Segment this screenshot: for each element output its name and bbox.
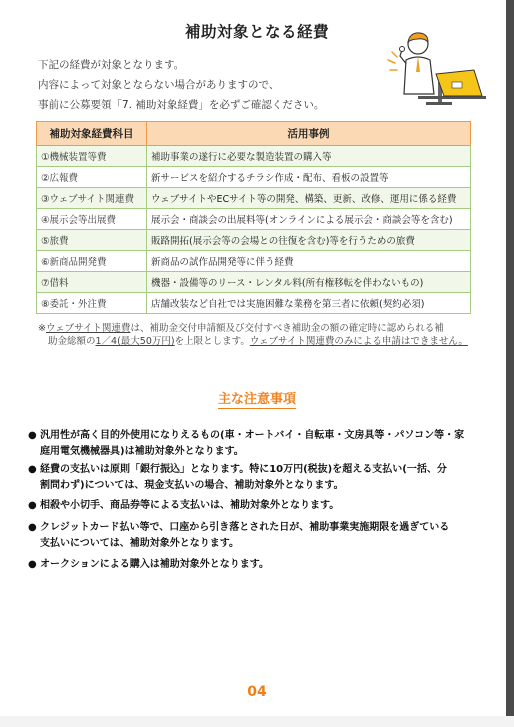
note-warning: ウェブサイト関連費のみによる申請はできません。 [249,336,468,347]
expense-example: 店舗改装など自社では実施困難な業務を第三者に依頼(契約必須) [147,293,471,314]
bullet-icon: ● [28,559,37,570]
bullet-icon: ● [28,430,37,441]
note-text-2: 助金総額の [48,336,96,347]
expense-example: 販路開拓(展示会等の会場との往復を含む)等を行うための旅費 [147,230,471,251]
table-header-example: 活用事例 [147,122,471,146]
notice-item [28,498,478,514]
expense-example: 新サービスを紹介するチラシ作成・配布、看板の設置等 [147,167,471,188]
expense-item: ⑦借料 [37,272,147,293]
table-row [37,251,471,272]
notice-item [28,520,478,552]
expense-example: 機器・設備等のリース・レンタル料(所有権移転を伴わないもの) [147,272,471,293]
expense-example: 新商品の試作品開発等に伴う経費 [147,251,471,272]
bottom-edge [0,716,514,727]
expense-item: ⑥新商品開発費 [37,251,147,272]
page-title: 補助対象となる経費 [184,23,329,41]
note-cap: 1／4(最大50万円) [95,336,175,347]
notes-heading: 主な注意事項 [217,392,296,407]
table-row [37,188,471,209]
note-text-3: を上限とします。 [174,336,250,347]
expense-item: ②広報費 [37,167,147,188]
table-row [37,293,471,314]
intro-line-3: 事前に公募要領「7. 補助対象経費」を必ずご確認ください。 [38,99,325,111]
note-text: は、補助金交付申請額及び交付すべき補助金の額の確定時に認められる補 [130,323,444,334]
notice-item [28,557,478,573]
table-row [37,146,471,167]
notice-line: クレジットカード払い等で、口座から引き落とされた日が、補助事業実施期限を過ぎている [40,522,450,533]
person-with-laptop-illustration [378,30,488,114]
table-row [37,209,471,230]
notice-line: 経費の支払いは原則「銀行振込」となります。特に10万円(税抜)を超える支払い(一括、分 [40,464,447,475]
intro-line-2: 内容によって対象とならない場合がありますので、 [38,79,280,91]
right-edge [506,0,514,727]
table-header-row [37,122,471,146]
notice-line: 相殺や小切手、商品券等による支払いは、補助対象外となります。 [40,500,340,511]
expense-example: ウェブサイトやECサイト等の開発、構築、更新、改修、運用に係る経費 [147,188,471,209]
expense-table [36,121,471,314]
table-row [37,167,471,188]
notice-item [28,428,478,460]
notice-line: 庭用電気機械器具)は補助対象外となります。 [40,446,244,457]
expense-item: ④展示会等出展費 [37,209,147,230]
notice-line: オークションによる購入は補助対象外となります。 [40,559,269,570]
expense-example: 補助事業の遂行に必要な製造装置の購入等 [147,146,471,167]
web-cost-note [38,322,478,348]
expense-item: ⑧委託・外注費 [37,293,147,314]
notice-line: 割問わず)については、現金支払いの場合、補助対象外となります。 [40,480,344,491]
notice-item [28,462,478,494]
table-row [37,230,471,251]
bullet-icon: ● [28,500,37,511]
bullet-icon: ● [28,522,37,533]
bullet-icon: ● [28,464,37,475]
note-web-cost: ウェブサイト関連費 [45,323,131,334]
expense-item: ③ウェブサイト関連費 [37,188,147,209]
notice-line: 汎用性が高く目的外使用になりえるもの(車・オートバイ・自転車・文房具等・パソコン等・家 [40,430,465,441]
table-row [37,272,471,293]
expense-item: ①機械装置等費 [37,146,147,167]
intro-line-1: 下記の経費が対象となります。 [38,59,185,71]
expense-example: 展示会・商談会の出展料等(オンラインによる展示会・商談会等を含む) [147,209,471,230]
page-number: 04 [247,684,267,700]
note-mark: ※ [38,323,46,334]
table-header-item: 補助対象経費科目 [37,122,147,146]
expense-item: ⑤旅費 [37,230,147,251]
notice-line: 支払いについては、補助対象外となります。 [40,538,239,549]
